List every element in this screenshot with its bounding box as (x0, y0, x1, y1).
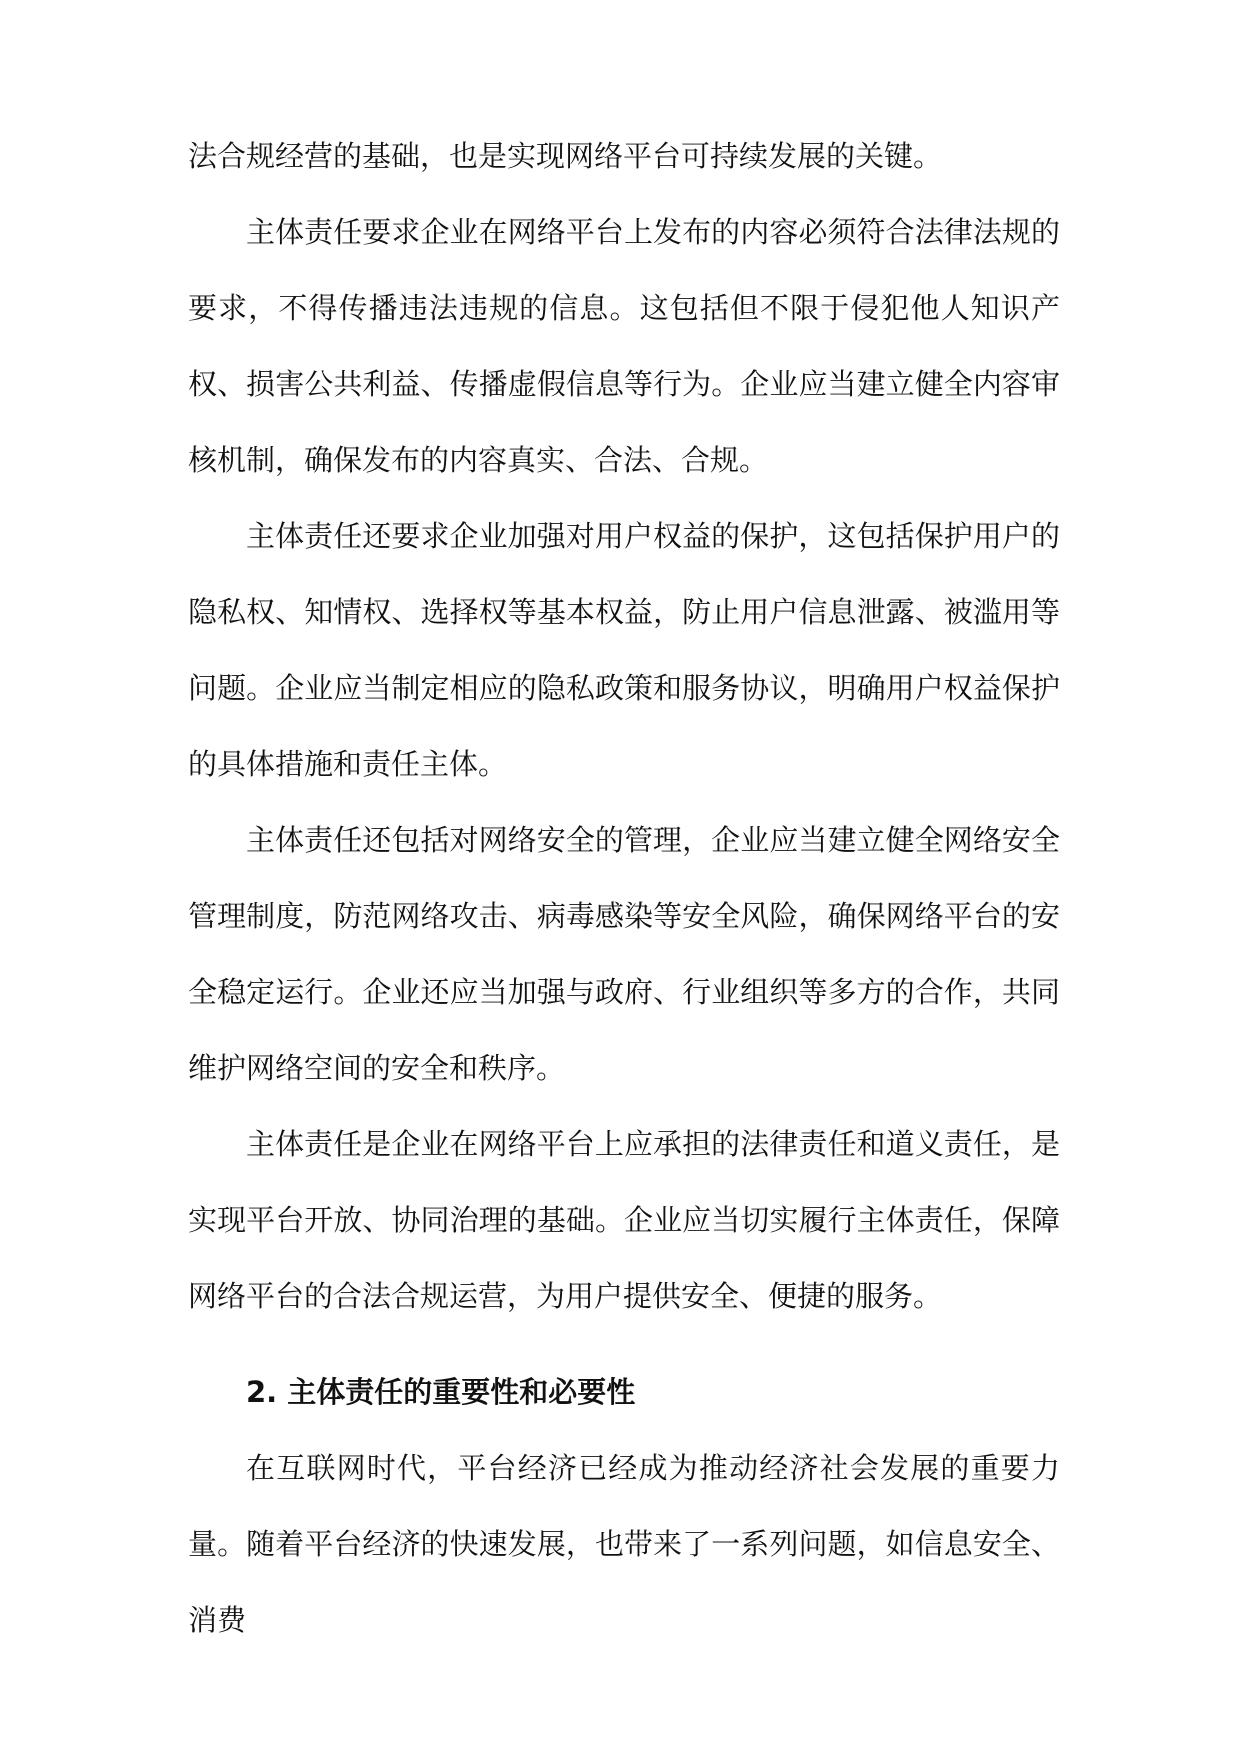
paragraph-user-rights: 主体责任还要求企业加强对用户权益的保护，这包括保护用户的隐私权、知情权、选择权等基本权益，防止用户信息泄露、被滥用等问题。企业应当制定相应的隐私政策和服务协议，明确用户权益保护的具体措施和责任主体。 (188, 519, 1060, 781)
section-heading: 2. 主体责任的重要性和必要性 (246, 1375, 636, 1409)
paragraph-network-security: 主体责任还包括对网络安全的管理，企业应当建立健全网络安全管理制度，防范网络攻击、病毒感染等安全风险，确保网络平台的安全稳定运行。企业还应当加强与政府、行业组织等多方的合作，共同维护网络空间的安全和秩序。 (188, 823, 1060, 1085)
paragraph-content-compliance: 主体责任要求企业在网络平台上发布的内容必须符合法律法规的要求，不得传播违法违规的信息。这包括但不限于侵犯他人知识产权、损害公共利益、传播虚假信息等行为。企业应当建立健全内容审核机制，确保发布的内容真实、合法、合规。 (188, 215, 1060, 477)
paragraph-continuation: 法合规经营的基础，也是实现网络平台可持续发展的关键。 (188, 139, 943, 173)
paragraph-summary: 主体责任是企业在网络平台上应承担的法律责任和道义责任，是实现平台开放、协同治理的基础。企业应当切实履行主体责任，保障网络平台的合法合规运营，为用户提供安全、便捷的服务。 (188, 1127, 1060, 1313)
paragraph-platform-economy: 在互联网时代，平台经济已经成为推动经济社会发展的重要力量。随着平台经济的快速发展，也带来了一系列问题，如信息安全、消费 (188, 1451, 1060, 1637)
body-text (188, 118, 1060, 1658)
